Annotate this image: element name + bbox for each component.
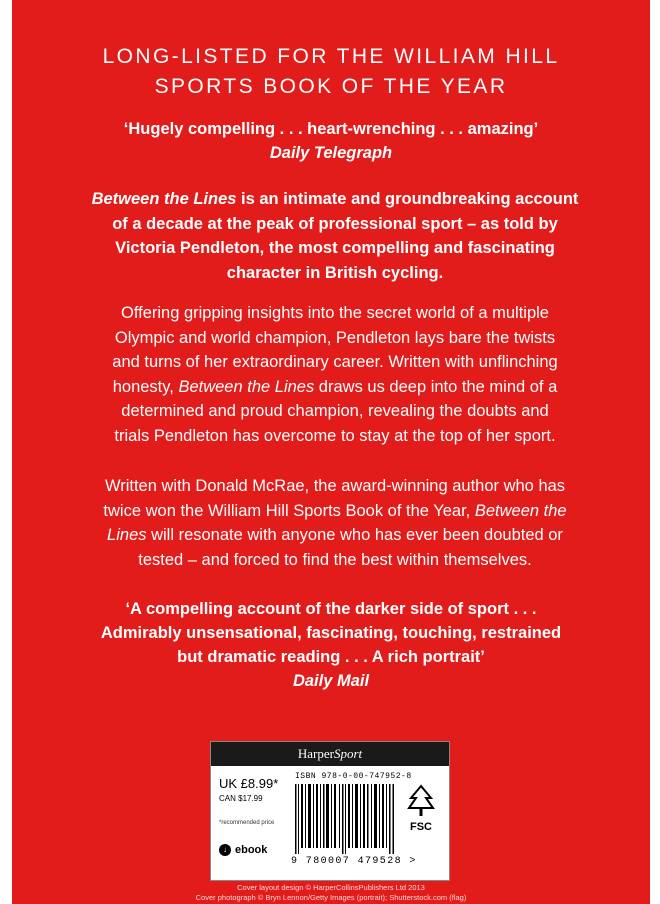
credits-line-2: Cover photograph © Bryn Lennon/Getty Images (portrait); Shutterstock.com (flag) (195, 893, 467, 902)
ebook-label: ebook (235, 844, 268, 856)
mail-quote-line-1: ‘A compelling account of the darker side of sport . . . (125, 600, 537, 618)
ebook-badge (219, 844, 267, 856)
imprint-sport: Sport (333, 746, 363, 761)
telegraph-quote (12, 117, 650, 165)
blurb-paragraph (80, 187, 590, 285)
blurb-line-4: character in British cycling. (226, 263, 444, 282)
mail-quote-source: Daily Mail (292, 672, 370, 690)
para2-line-1: Offering gripping insights into the secret world of a multiple (120, 304, 549, 322)
para2-line-4-pre: honesty, (112, 377, 179, 396)
mail-quote-line-3: but dramatic reading . . . A rich portrait’ (177, 648, 485, 666)
heading-line-2: SPORTS BOOK OF THE YEAR (154, 75, 508, 98)
heading-line-1: LONG-LISTED FOR THE WILLIAM HILL (102, 45, 560, 68)
description-paragraph (80, 301, 590, 448)
fsc-tree-icon (406, 784, 436, 818)
ebook-icon: ↓ (219, 844, 231, 856)
credits-line-1: Cover layout design © HarperCollinsPublishers Ltd 2013 (237, 883, 425, 892)
para2-line-6: trials Pendleton has overcome to stay at the top of her sport. (114, 426, 556, 445)
telegraph-quote-text: ‘Hugely compelling . . . heart-wrenching . . . amazing’ (123, 120, 539, 138)
cover-credits (12, 883, 650, 903)
book-title: Between the Lines (91, 190, 237, 208)
mail-quote-line-2: Admirably unsensational, fascinating, touching, restrained (100, 624, 562, 642)
price-can: CAN $17.99 (219, 794, 263, 803)
blurb-line-3: Victoria Pendleton, the most compelling and fascinating (115, 239, 555, 257)
price-block (219, 776, 278, 806)
coauthor-paragraph (80, 474, 590, 572)
price-uk: UK £8.99* (219, 776, 279, 791)
para3-title-b: Lines (107, 526, 147, 544)
publisher-imprint (211, 742, 449, 766)
para2-line-5: determined and proud champion, revealing the doubts and (121, 402, 549, 420)
page-margin (0, 0, 12, 904)
para3-line-3-rest: will resonate with anyone who has ever been doubted or (146, 526, 563, 544)
isbn-text: ISBN 978-0-00-747952-8 (295, 772, 412, 781)
recommended-price-note: *recommended price (219, 820, 275, 826)
para3-line-4: tested – and forced to find the best within themselves. (138, 550, 532, 569)
para2-line-4-rest: draws us deep into the mind of a (314, 377, 558, 396)
barcode-bars (295, 784, 395, 854)
fsc-label: FSC (410, 821, 432, 833)
para3-line-1: Written with Donald McRae, the award-winning author who has (104, 477, 566, 495)
blurb-line-2: of a decade at the peak of professional sport – as told by (112, 214, 558, 233)
imprint-harper: Harper (297, 746, 334, 761)
barcode-panel (210, 741, 450, 881)
longlist-heading (12, 42, 650, 102)
para3-line-2-pre: twice won the William Hill Sports Book of the Year, (103, 501, 475, 520)
blurb-line-1: is an intimate and groundbreaking account (236, 190, 579, 208)
para2-line-2: Olympic and world champion, Pendleton lays bare the twists (114, 328, 556, 347)
daily-mail-quote (12, 597, 650, 693)
para2-book-title: Between the Lines (178, 377, 315, 396)
para3-title-a: Between the (474, 501, 567, 520)
telegraph-quote-source: Daily Telegraph (269, 144, 393, 162)
ean-digits: 9 780007 479528 > (291, 856, 417, 867)
fsc-logo (401, 784, 441, 833)
para2-line-3: and turns of her extraordinary career. Written with unflinching (112, 353, 558, 371)
